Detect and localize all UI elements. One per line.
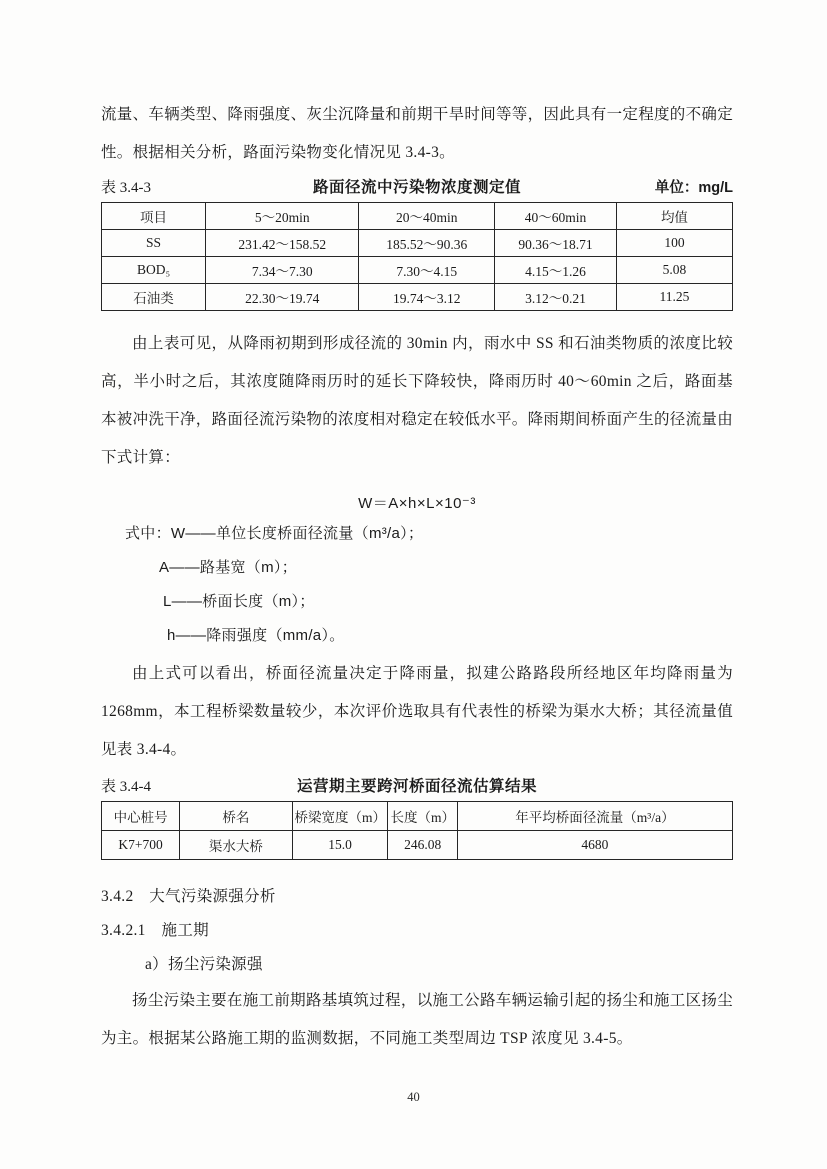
- table-row: [102, 257, 733, 284]
- table-cell: 3.12～0.21: [495, 284, 617, 311]
- table-header-cell: 长度（m）: [388, 802, 457, 831]
- table1-label: 表 3.4-3: [101, 180, 151, 196]
- table-cell: 246.08: [388, 831, 457, 860]
- heading-dust-source: a）扬尘污染源强: [145, 956, 263, 973]
- table-cell: 4.15～1.26: [495, 257, 617, 284]
- table-cell: BOD₅: [102, 257, 206, 284]
- table-bridge-runoff-estimate: [101, 801, 733, 860]
- table-cell: 100: [616, 230, 732, 257]
- table-cell: SS: [102, 230, 206, 257]
- table2-label: 表 3.4-4: [101, 779, 151, 795]
- table-cell: 5.08: [616, 257, 732, 284]
- table1-title: 路面径流中污染物浓度测定值: [312, 179, 521, 196]
- table-header-row: [102, 802, 733, 831]
- table-header-cell: 40～60min: [495, 203, 617, 230]
- page-number: 40: [407, 1090, 420, 1104]
- table-cell: 7.30～4.15: [359, 257, 495, 284]
- table-header-cell: 5～20min: [206, 203, 359, 230]
- paragraph-uncertainty: 流量、车辆类型、降雨强度、灰尘沉降量和前期干旱时间等等，因此具有一定程度的不确定性。根据相关分析，路面污染物变化情况见 3.4-3。: [101, 106, 734, 161]
- table1-unit: 单位：mg/L: [654, 180, 733, 196]
- runoff-formula: W＝A×h×L×10⁻³: [358, 495, 476, 512]
- table-cell: 22.30～19.74: [206, 284, 359, 311]
- paragraph-runoff-analysis: 由上表可见，从降雨初期到形成径流的 30min 内，雨水中 SS 和石油类物质的浓度比较高，半小时之后，其浓度随降雨历时的延长下降较快，降雨历时 40～60min 之后，路面基本被冲洗干净，路面径流污染物的浓度相对稳定在较低水平。降雨期间桥面产生的径流量由下式计算：: [101, 335, 734, 466]
- formula-def-w: 式中：W——单位长度桥面径流量（m³/a）；: [125, 525, 424, 542]
- table-cell: 15.0: [292, 831, 388, 860]
- table-header-row: [102, 203, 733, 230]
- table-header-cell: 项目: [102, 203, 206, 230]
- table-pollutant-concentration: [101, 202, 733, 311]
- table-row: [102, 230, 733, 257]
- formula-def-h: h——降雨强度（mm/a）。: [167, 627, 345, 644]
- table-header-cell: 中心桩号: [102, 802, 180, 831]
- table-header-cell: 桥名: [180, 802, 292, 831]
- table-cell: 4680: [457, 831, 732, 860]
- table1-caption: [101, 176, 733, 200]
- table-cell: 90.36～18.71: [495, 230, 617, 257]
- heading-3-4-2: 3.4.2 大气污染源强分析: [101, 888, 276, 905]
- table-header-cell: 桥梁宽度（m）: [292, 802, 388, 831]
- paragraph-bridge-runoff: 由上式可以看出，桥面径流量决定于降雨量，拟建公路路段所经地区年均降雨量为 1268mm，本工程桥梁数量较少，本次评价选取具有代表性的桥梁为渠水大桥；其径流量值见表 3.4-4。: [101, 665, 733, 758]
- table2-caption: [101, 775, 733, 799]
- table-cell: K7+700: [102, 831, 180, 860]
- table-header-cell: 年平均桥面径流量（m³/a）: [457, 802, 732, 831]
- table-cell: 11.25: [616, 284, 732, 311]
- paragraph-dust-pollution: 扬尘污染主要在施工前期路基填筑过程，以施工公路车辆运输引起的扬尘和施工区扬尘为主。根据某公路施工期的监测数据，不同施工类型周边 TSP 浓度见 3.4-5。: [101, 992, 733, 1047]
- table-cell: 185.52～90.36: [359, 230, 495, 257]
- table-header-cell: 20～40min: [359, 203, 495, 230]
- table-row: [102, 831, 733, 860]
- table2-title: 运营期主要跨河桥面径流估算结果: [296, 778, 537, 795]
- table-cell: 渠水大桥: [180, 831, 292, 860]
- table-row: [102, 284, 733, 311]
- table-cell: 7.34～7.30: [206, 257, 359, 284]
- table-cell: 19.74～3.12: [359, 284, 495, 311]
- heading-3-4-2-1: 3.4.2.1 施工期: [101, 922, 209, 939]
- formula-def-a: A——路基宽（m）；: [159, 559, 298, 576]
- table-header-cell: 均值: [616, 203, 732, 230]
- table-cell: 231.42～158.52: [206, 230, 359, 257]
- table-cell: 石油类: [102, 284, 206, 311]
- formula-def-l: L——桥面长度（m）；: [163, 593, 315, 610]
